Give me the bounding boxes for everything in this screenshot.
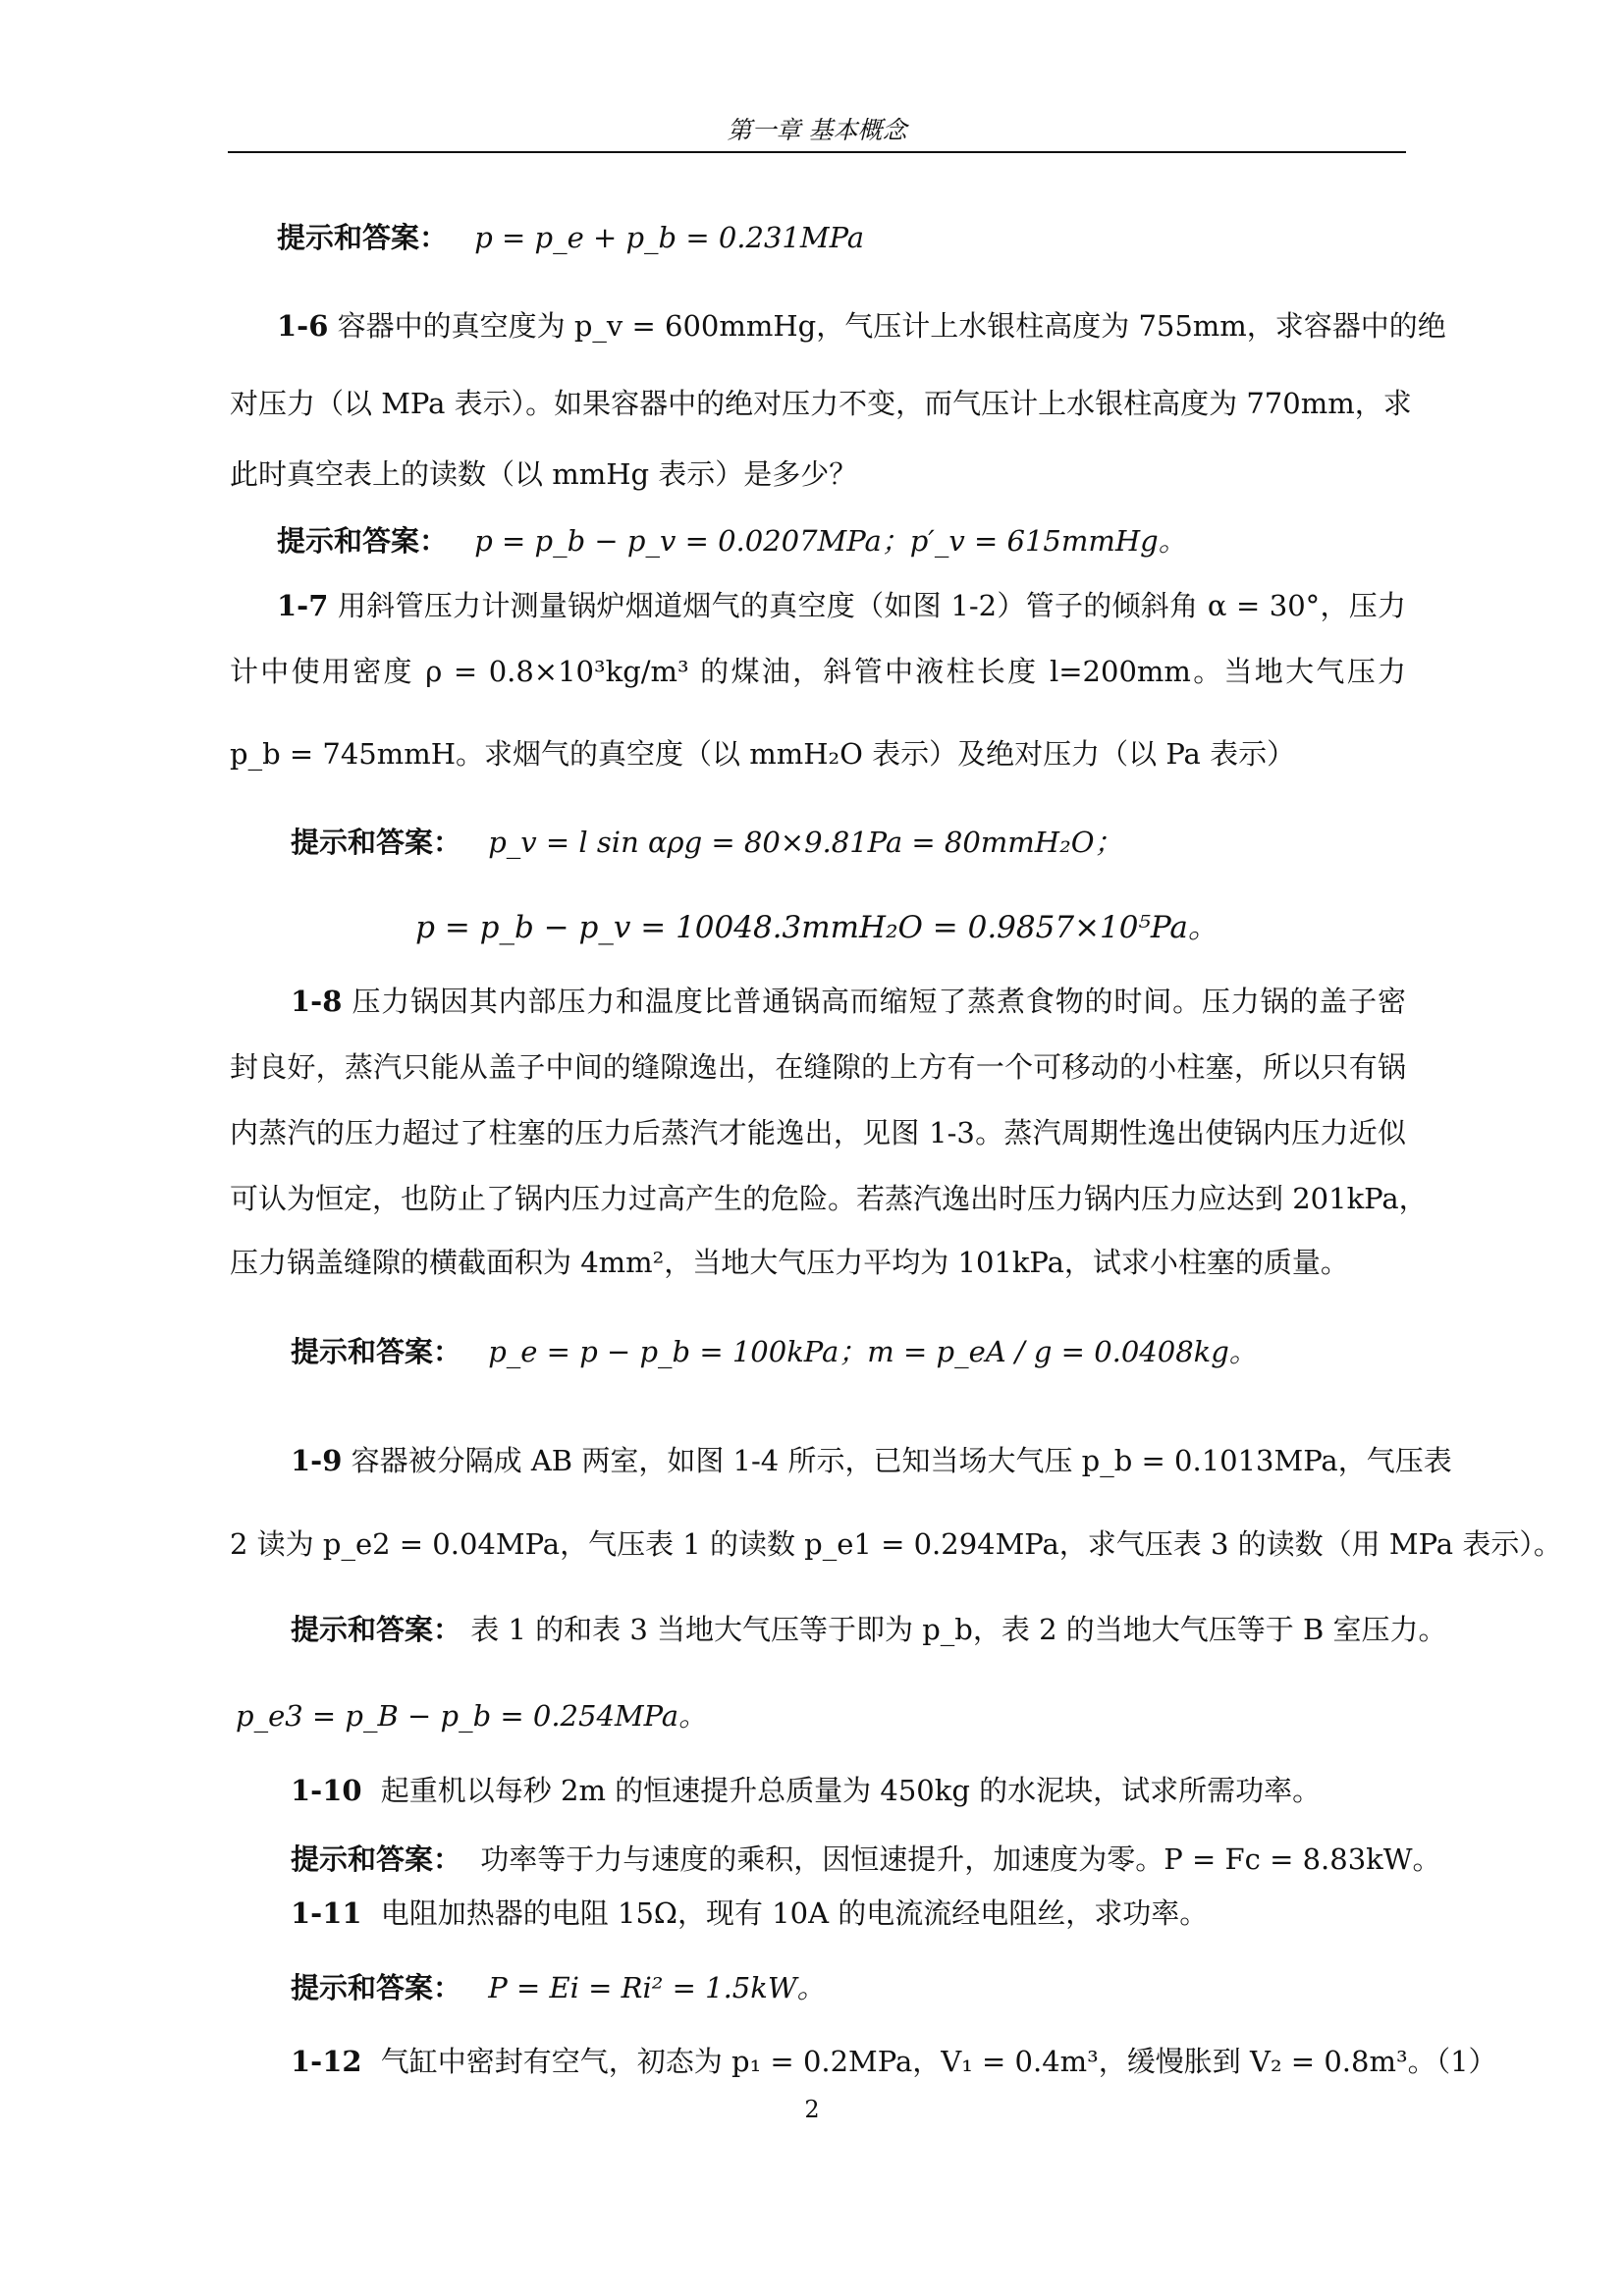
- answer-line: [291, 823, 1123, 862]
- problem-number: 1-6: [277, 309, 329, 343]
- problem-number: 1-8: [291, 985, 343, 1018]
- problem-line: [291, 1771, 1321, 1810]
- problem-line: [230, 652, 1406, 691]
- problem-line: [291, 982, 1406, 1021]
- problem-text: 电阻加热器的电阻 15Ω，现有 10A 的电流流经电阻丝，求功率。: [380, 1896, 1209, 1930]
- problem-text: 用斜管压力计测量锅炉烟道烟气的真空度（如图 1-2）管子的倾斜角 α = 30°，压力: [337, 589, 1407, 622]
- problem-text: 此时真空表上的读数（以 mmHg 表示）是多少？: [230, 457, 858, 491]
- problem-line: [291, 1441, 1452, 1480]
- answer-label: 提示和答案：: [277, 221, 449, 254]
- answer-text: p_v = l sin αρg = 80×9.81Pa = 80mmH₂O；: [488, 826, 1123, 859]
- problem-number: 1-9: [291, 1444, 343, 1477]
- answer-line: [291, 1968, 826, 2007]
- answer-text: p_e = p − p_b = 100kPa；m = p_eA / g = 0.0408kg。: [488, 1335, 1258, 1368]
- problem-line: [291, 2042, 1497, 2081]
- problem-line: [230, 1243, 1349, 1282]
- problem-text: 内蒸汽的压力超过了柱塞的压力后蒸汽才能逸出，见图 1-3。蒸汽周期性逸出使锅内压力近似: [230, 1116, 1406, 1149]
- problem-line: [230, 1524, 1562, 1564]
- problem-text: 对压力（以 MPa 表示）。如果容器中的绝对压力不变，而气压计上水银柱高度为 770mm，求: [230, 387, 1412, 420]
- problem-text: 封良好，蒸汽只能从盖子中间的缝隙逸出，在缝隙的上方有一个可移动的小柱塞，所以只有锅: [230, 1050, 1406, 1084]
- problem-line: [230, 1179, 1428, 1218]
- problem-line: [230, 734, 1295, 774]
- problem-text: 2 读为 p_e2 = 0.04MPa，气压表 1 的读数 p_e1 = 0.294MPa，求气压表 3 的读数（用 MPa 表示）。: [230, 1527, 1562, 1561]
- problem-line: [230, 454, 857, 494]
- answer-text: p = p_e + p_b = 0.231MPa: [474, 221, 865, 254]
- answer-label: 提示和答案：: [291, 1613, 462, 1646]
- answer-line: [291, 1840, 1441, 1879]
- answer-line: [291, 1332, 1258, 1371]
- problem-number: 1-12: [291, 2045, 362, 2078]
- problem-number: 1-10: [291, 1774, 362, 1807]
- problem-text: p_b = 745mmH。求烟气的真空度（以 mmH₂O 表示）及绝对压力（以 Pa 表示）: [230, 737, 1296, 771]
- problem-text: 气缸中密封有空气，初态为 p₁ = 0.2MPa，V₁ = 0.4m³，缓慢胀到 V₂ = 0.8m³。（1）: [380, 2045, 1497, 2078]
- problem-text: 容器中的真空度为 p_v = 600mmHg，气压计上水银柱高度为 755mm，求容器中的绝: [337, 309, 1446, 343]
- answer-line: p_e3 = p_B − p_b = 0.254MPa。: [236, 1699, 708, 1733]
- answer-line: [291, 1610, 1447, 1649]
- problem-number: 1-11: [291, 1896, 362, 1930]
- answer-text: p = p_b − p_v = 0.0207MPa；p′_v = 615mmHg。: [474, 524, 1187, 558]
- problem-text: 计中使用密度 ρ = 0.8×10³kg/m³ 的煤油，斜管中液柱长度 l=200mm。当地大气压力: [230, 655, 1406, 688]
- problem-line: [291, 1894, 1208, 1933]
- problem-text: 可认为恒定，也防止了锅内压力过高产生的危险。若蒸汽逸出时压力锅内压力应达到 201kPa，: [230, 1182, 1428, 1215]
- problem-text: 压力锅盖缝隙的横截面积为 4mm²，当地大气压力平均为 101kPa，试求小柱塞的质量。: [230, 1246, 1349, 1279]
- answer-text: 表 1 的和表 3 当地大气压等于即为 p_b，表 2 的当地大气压等于 B 室压力。: [470, 1613, 1447, 1646]
- answer-label: 提示和答案：: [291, 1842, 462, 1876]
- header-rule: [228, 151, 1406, 153]
- problem-text: 压力锅因其内部压力和温度比普通锅高而缩短了蒸煮食物的时间。压力锅的盖子密: [352, 985, 1406, 1018]
- answer-line: [277, 521, 1187, 561]
- answer-text: 功率等于力与速度的乘积，因恒速提升，加速度为零。P = Fc = 8.83kW。: [480, 1842, 1441, 1876]
- problem-line: [230, 1047, 1406, 1087]
- running-head: 第一章 基本概念: [727, 116, 907, 144]
- problem-line: [277, 306, 1446, 346]
- problem-line: [230, 384, 1412, 423]
- answer-label: 提示和答案：: [291, 826, 462, 859]
- answer-label: 提示和答案：: [277, 524, 449, 558]
- problem-number: 1-7: [277, 589, 329, 622]
- equation-line: p = p_b − p_v = 10048.3mmH₂O = 0.9857×10⁵Pa。: [415, 910, 1218, 945]
- answer-text: P = Ei = Ri² = 1.5kW。: [488, 1971, 826, 2004]
- problem-line: [277, 586, 1406, 625]
- answer-line: [277, 218, 864, 257]
- problem-text: 起重机以每秒 2m 的恒速提升总质量为 450kg 的水泥块，试求所需功率。: [380, 1774, 1322, 1807]
- problem-line: [230, 1113, 1406, 1152]
- page-number: 2: [804, 2096, 820, 2123]
- answer-label: 提示和答案：: [291, 1335, 462, 1368]
- answer-label: 提示和答案：: [291, 1971, 462, 2004]
- problem-text: 容器被分隔成 AB 两室，如图 1-4 所示，已知当场大气压 p_b = 0.1013MPa，气压表: [351, 1444, 1452, 1477]
